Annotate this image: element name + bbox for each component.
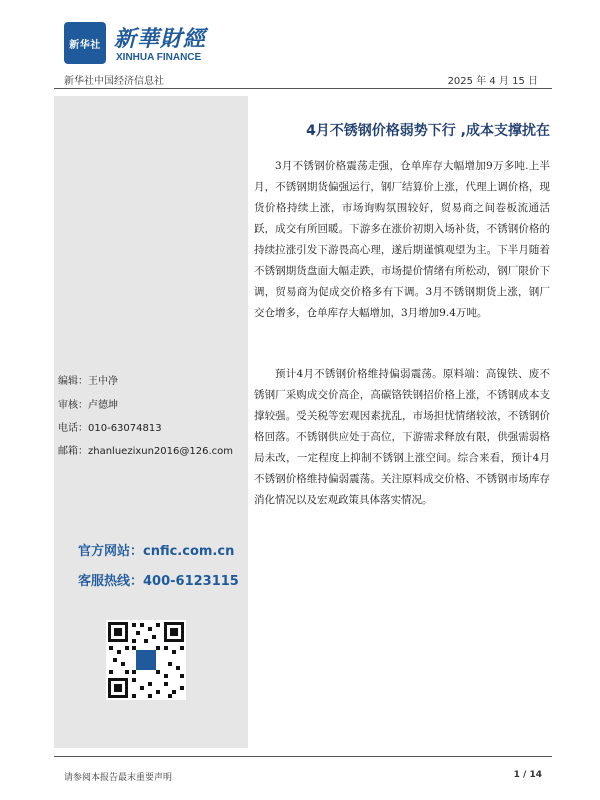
brand-name-en: XINHUA FINANCE (116, 52, 202, 63)
article-paragraph: 3月不锈钢价格震荡走强，仓单库存大幅增加9万多吨.上半月，不锈钢期货偏强运行，钢厂结算价上涨，代理上调价格，现货价格持续上涨，市场询购氛围较好，贸易商之间卷板流通活跃，成交有所回暖。下游多在涨价初期入场补货，不锈钢价格的持续拉涨引发下游畏高心理，遂后期谨慎观望为主。下半月随着不锈钢期货盘面大幅走跌，市场提价情绪有所松动，钢厂限价下调，贸易商为促成交价格多有下调。3月不锈钢期货上涨，钢厂交仓增多，仓单库存大幅增加，3月增加9.4万吨。 (254, 160, 550, 319)
header-subtitle: 新华社中国经济信息社 (64, 76, 164, 87)
xinhua-logo (64, 22, 106, 64)
reviewer-info: 审核：卢德坤 (58, 400, 118, 411)
article-paragraph: 预计4月不锈钢价格维持偏弱震荡。原料端：高镍铁、废不锈钢厂采购成交价高企，高碳铬铁钢招价格上涨，不锈钢成本支撑较强。受关税等宏观因素扰乱，市场担忧情绪较浓，不锈钢价格回落。不锈钢供应处于高位，下游需求释放有限，供强需弱格局未改，一定程度上抑制不锈钢上涨空间。综合来看，预计4月不锈钢价格维持偏弱震荡。关注原料成交价格、不锈钢市场库存消化情况以及宏观政策具体落实情况。 (254, 368, 550, 506)
website-link[interactable]: 官方网站：cnfic.com.cn (78, 544, 235, 559)
qr-code-image (106, 620, 186, 700)
email-info[interactable]: 邮箱：zhanluezixun2016@126.com (58, 446, 234, 457)
report-date: 2025 年 4 月 15 日 (447, 76, 538, 87)
qr-code-graphic (106, 620, 186, 700)
footer-divider (54, 756, 552, 757)
page-number: 1 / 14 (513, 770, 542, 780)
phone-info: 电话：010-63074813 (58, 423, 162, 434)
brand-name-cn: 新華財經 (114, 26, 207, 52)
header-divider (54, 88, 552, 89)
disclaimer-note: 请参阅本报告最末重要声明 (64, 773, 173, 783)
editor-info: 编辑：王中净 (58, 376, 118, 387)
logo-text: 新华社 (69, 39, 101, 51)
article-title: 4月不锈钢价格弱势下行 ,成本支撑扰在 (306, 123, 550, 139)
hotline-info: 客服热线：400-6123115 (78, 574, 239, 589)
